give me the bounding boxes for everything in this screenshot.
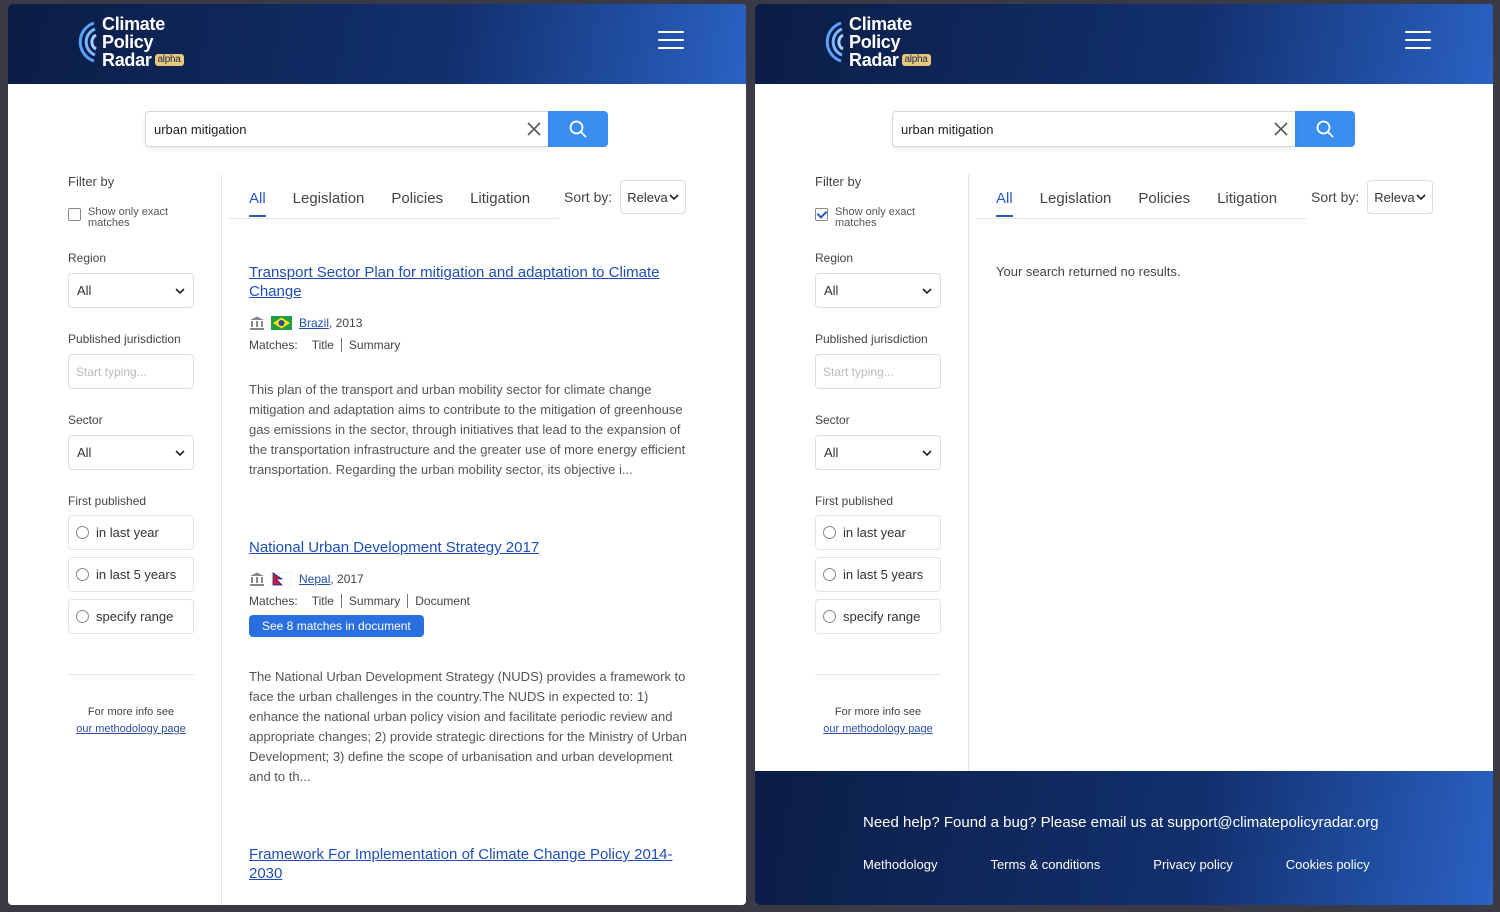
result-item [249, 845, 689, 883]
radio-last-year[interactable] [815, 515, 941, 550]
exact-match-label: Show only exact matches [835, 206, 916, 229]
result-item [249, 538, 689, 787]
jurisdiction-label: Published jurisdiction [815, 332, 928, 346]
site-logo[interactable] [68, 15, 184, 69]
radio-button[interactable] [823, 568, 836, 581]
result-description: The National Urban Development Strategy (NUDS) provides a framework to face the urban challenges in the country.The NUDS in expected to: 1) enhance the national urban policy vision and facilitate periodic review and appropriate changes; 2) provide strategic directions for the Ministry of Urban Development; 3) define the scope of urbanisation and urban development and to th... [249, 669, 687, 784]
more-info [815, 704, 941, 738]
radio-label: specify range [96, 609, 174, 624]
close-icon[interactable] [1273, 121, 1289, 137]
jurisdiction-placeholder: Start typing... [76, 364, 147, 379]
search-bar [892, 111, 1355, 147]
site-logo[interactable] [815, 15, 931, 69]
first-published-label: First published [68, 494, 147, 508]
exact-match-checkbox[interactable] [815, 208, 828, 221]
no-results-message: Your search returned no results. [996, 264, 1181, 279]
radio-button[interactable] [823, 526, 836, 539]
footer-help-text: Need help? Found a bug? Please email us at support@climatepolicyradar.org [863, 814, 1379, 831]
radio-specify-range[interactable] [68, 599, 194, 634]
site-footer [755, 771, 1493, 905]
matches-row [249, 594, 689, 608]
search-bar [145, 111, 608, 147]
footer-link-terms[interactable]: Terms & conditions [990, 857, 1101, 872]
left-panel [8, 4, 746, 905]
radio-button[interactable] [76, 610, 89, 623]
matches-label: Matches: [249, 594, 298, 608]
match-tag: Document [407, 594, 477, 608]
region-select[interactable] [68, 273, 194, 308]
logo-icon [815, 15, 849, 69]
result-year: , 2017 [330, 572, 364, 586]
sector-value: All [824, 445, 839, 460]
logo-line-1: Climate [849, 14, 912, 34]
methodology-link[interactable]: our methodology page [76, 723, 186, 735]
search-button[interactable] [1295, 111, 1355, 147]
tab-litigation[interactable]: Litigation [470, 190, 531, 207]
jurisdiction-input[interactable] [815, 354, 941, 389]
exact-match-label: Show only exact matches [88, 206, 169, 229]
close-icon[interactable] [526, 121, 542, 137]
radio-label: specify range [843, 609, 921, 624]
site-header [755, 4, 1493, 84]
match-tag: Title [311, 594, 334, 608]
filter-title: Filter by [815, 174, 862, 189]
radio-label: in last 5 years [96, 567, 177, 582]
match-tag: Summary [341, 338, 407, 352]
jurisdiction-placeholder: Start typing... [823, 364, 894, 379]
chevron-down-icon [175, 448, 185, 458]
alpha-badge: alpha [155, 54, 184, 66]
result-title[interactable]: Framework For Implementation of Climate Change Policy 2014-2030 [249, 846, 673, 882]
chevron-down-icon [175, 286, 185, 296]
country-link[interactable]: Brazil [299, 316, 330, 330]
match-tag: Summary [341, 594, 407, 608]
footer-link-methodology[interactable]: Methodology [863, 857, 938, 872]
see-matches-button[interactable]: See 8 matches in document [249, 615, 424, 637]
tabs-underline [976, 218, 1306, 219]
logo-text [849, 15, 931, 69]
filter-sidebar [68, 174, 194, 738]
methodology-link[interactable]: our methodology page [823, 723, 933, 735]
chevron-down-icon [922, 448, 932, 458]
tab-policies[interactable]: Policies [1138, 190, 1191, 207]
result-description: This plan of the transport and urban mobility sector for climate change mitigation and adaptation aims to contribute to the mitigation of greenhouse gas emissions in the sector, through initiatives that lead to the expansion of the transportation infrastructure and the greater use of more energy efficient transportation. Regarding the urban mobility sector, its objective i... [249, 382, 686, 477]
sort-value: Releva [1374, 189, 1415, 205]
radio-label: in last year [96, 525, 159, 540]
radio-label: in last 5 years [843, 567, 924, 582]
sector-select[interactable] [815, 435, 941, 470]
sidebar-separator [221, 174, 222, 905]
radio-button[interactable] [76, 568, 89, 581]
sector-label: Sector [815, 413, 850, 427]
result-title[interactable]: National Urban Development Strategy 2017 [249, 539, 540, 556]
alpha-badge: alpha [902, 54, 931, 66]
logo-text [102, 15, 184, 69]
tab-all[interactable]: All [249, 190, 266, 217]
tab-litigation[interactable]: Litigation [1217, 190, 1278, 207]
first-published-label: First published [815, 494, 894, 508]
region-value: All [77, 283, 92, 298]
matches-label: Matches: [249, 338, 298, 352]
tab-policies[interactable]: Policies [391, 190, 444, 207]
more-info-text: For more info see [834, 706, 922, 718]
footer-link-privacy[interactable]: Privacy policy [1153, 857, 1233, 872]
brazil-flag-icon [271, 316, 292, 330]
sort-label: Sort by: [1311, 189, 1360, 205]
result-meta [249, 572, 689, 586]
matches-row [249, 338, 689, 352]
result-tabs [996, 190, 1304, 217]
jurisdiction-input[interactable] [68, 354, 194, 389]
result-title[interactable]: Transport Sector Plan for mitigation and adaptation to Climate Change [249, 264, 660, 300]
logo-line-3: Radar [849, 50, 899, 70]
sidebar-divider [68, 674, 194, 675]
search-icon [568, 119, 588, 139]
jurisdiction-label: Published jurisdiction [68, 332, 181, 346]
right-panel [755, 4, 1493, 905]
more-info-text: For more info see [87, 706, 175, 718]
region-label: Region [815, 251, 854, 265]
sidebar-separator [968, 174, 969, 771]
sort-control [1311, 180, 1433, 214]
tab-all[interactable]: All [996, 190, 1013, 217]
radio-last-5-years[interactable] [815, 557, 941, 592]
nepal-flag-icon [271, 572, 292, 586]
result-year: , 2013 [329, 316, 363, 330]
radio-last-year[interactable] [68, 515, 194, 550]
tabs-underline [229, 218, 559, 219]
search-icon [1315, 119, 1335, 139]
exact-match-toggle[interactable] [815, 207, 941, 229]
radio-label: in last year [843, 525, 906, 540]
institution-icon [249, 572, 265, 586]
menu-icon[interactable] [1405, 31, 1431, 51]
sort-value: Releva [627, 189, 668, 205]
country-link[interactable]: Nepal [299, 572, 331, 586]
sort-control [564, 180, 686, 214]
site-header [8, 4, 746, 84]
sector-label: Sector [68, 413, 103, 427]
sort-select[interactable] [1367, 180, 1433, 214]
sort-label: Sort by: [564, 189, 613, 205]
chevron-down-icon [922, 286, 932, 296]
region-value: All [824, 283, 839, 298]
footer-links [863, 857, 1370, 872]
logo-line-2: Policy [102, 32, 154, 52]
tab-legislation[interactable]: Legislation [292, 190, 365, 207]
logo-line-3: Radar [102, 50, 152, 70]
search-input[interactable] [145, 111, 548, 147]
filter-title: Filter by [68, 174, 115, 189]
chevron-down-icon [1416, 192, 1426, 202]
chevron-down-icon [669, 192, 679, 202]
tab-legislation[interactable]: Legislation [1039, 190, 1112, 207]
more-info [68, 704, 194, 738]
exact-match-checkbox[interactable] [68, 208, 81, 221]
menu-icon[interactable] [658, 31, 684, 51]
institution-icon [249, 316, 265, 330]
region-select[interactable] [815, 273, 941, 308]
search-button[interactable] [548, 111, 608, 147]
filter-sidebar [815, 174, 941, 738]
results-list [249, 263, 689, 905]
sector-value: All [77, 445, 92, 460]
sector-select[interactable] [68, 435, 194, 470]
region-label: Region [68, 251, 107, 265]
radio-last-5-years[interactable] [68, 557, 194, 592]
match-tag: Title [311, 338, 334, 352]
radio-specify-range[interactable] [815, 599, 941, 634]
footer-link-cookies[interactable]: Cookies policy [1285, 857, 1370, 872]
radio-button[interactable] [76, 526, 89, 539]
result-tabs [249, 190, 557, 217]
search-input[interactable] [892, 111, 1295, 147]
logo-icon [68, 15, 102, 69]
exact-match-toggle[interactable] [68, 207, 194, 229]
sidebar-divider [815, 674, 941, 675]
sort-select[interactable] [620, 180, 686, 214]
radio-button[interactable] [823, 610, 836, 623]
result-meta [249, 316, 689, 330]
result-item [249, 263, 689, 480]
logo-line-1: Climate [102, 14, 165, 34]
logo-line-2: Policy [849, 32, 901, 52]
